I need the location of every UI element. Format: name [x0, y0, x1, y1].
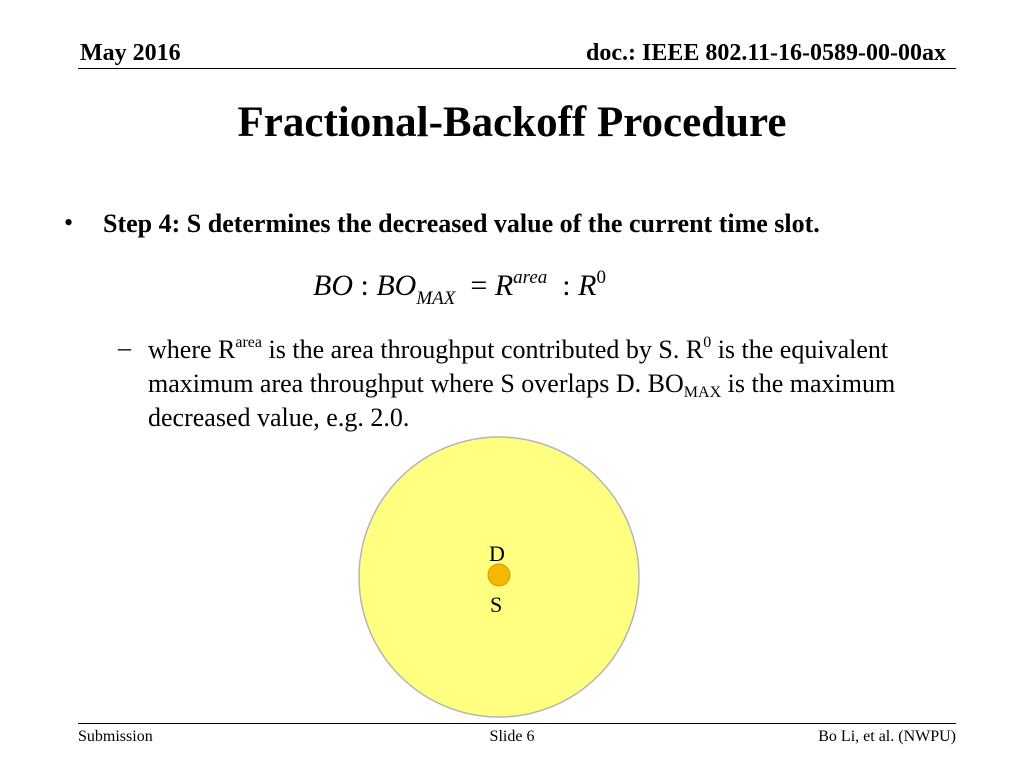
- sub-bullet-text-3: is the equivalent maximum area throughput where S overlaps D. BO: [148, 335, 889, 398]
- node-d-s-dot: [488, 564, 510, 586]
- footer-divider: [78, 723, 956, 724]
- header-divider: [78, 68, 956, 69]
- sub-bullet-sup-zero: 0: [703, 334, 712, 351]
- formula-bomax: BO: [376, 269, 417, 302]
- footer-author: Bo Li, et al. (NWPU): [818, 728, 956, 745]
- formula-r-area: R: [494, 269, 514, 302]
- label-d: D: [489, 541, 505, 566]
- formula-r-zero: R: [578, 269, 597, 302]
- sub-bullet-text-4: is the maximum decreased value, e.g. 2.0.: [148, 369, 896, 432]
- formula-bo: BO: [313, 269, 353, 302]
- header-doc-id: doc.: IEEE 802.11-16-0589-00-00ax: [586, 40, 946, 66]
- formula: [313, 268, 606, 308]
- coverage-diagram: [356, 434, 642, 720]
- sub-bullet-explanation: [148, 333, 988, 435]
- formula-bomax-subscript: MAX: [416, 288, 456, 309]
- slide-title: Fractional-Backoff Procedure: [237, 99, 787, 146]
- formula-equals: =: [470, 269, 488, 302]
- formula-r-area-superscript: area: [513, 267, 548, 288]
- footer-slide-number: Slide 6: [489, 728, 535, 745]
- sub-bullet-text-1: where R: [148, 335, 236, 364]
- bullet-marker: •: [64, 208, 74, 237]
- header-date: May 2016: [80, 40, 181, 66]
- label-s: S: [490, 592, 503, 617]
- sub-bullet-text-2: is the area throughput contributed by S. R: [262, 335, 704, 364]
- formula-colon-2: :: [562, 269, 571, 302]
- sub-bullet-sub-max: MAX: [683, 384, 722, 401]
- footer-submission: Submission: [78, 728, 153, 745]
- sub-bullet-marker: –: [118, 333, 131, 362]
- formula-r-zero-superscript: 0: [596, 267, 606, 288]
- formula-colon-1: :: [360, 269, 369, 302]
- bullet-step-4: Step 4: S determines the decreased value of the current time slot.: [103, 209, 820, 238]
- sub-bullet-sup-area: area: [235, 334, 262, 351]
